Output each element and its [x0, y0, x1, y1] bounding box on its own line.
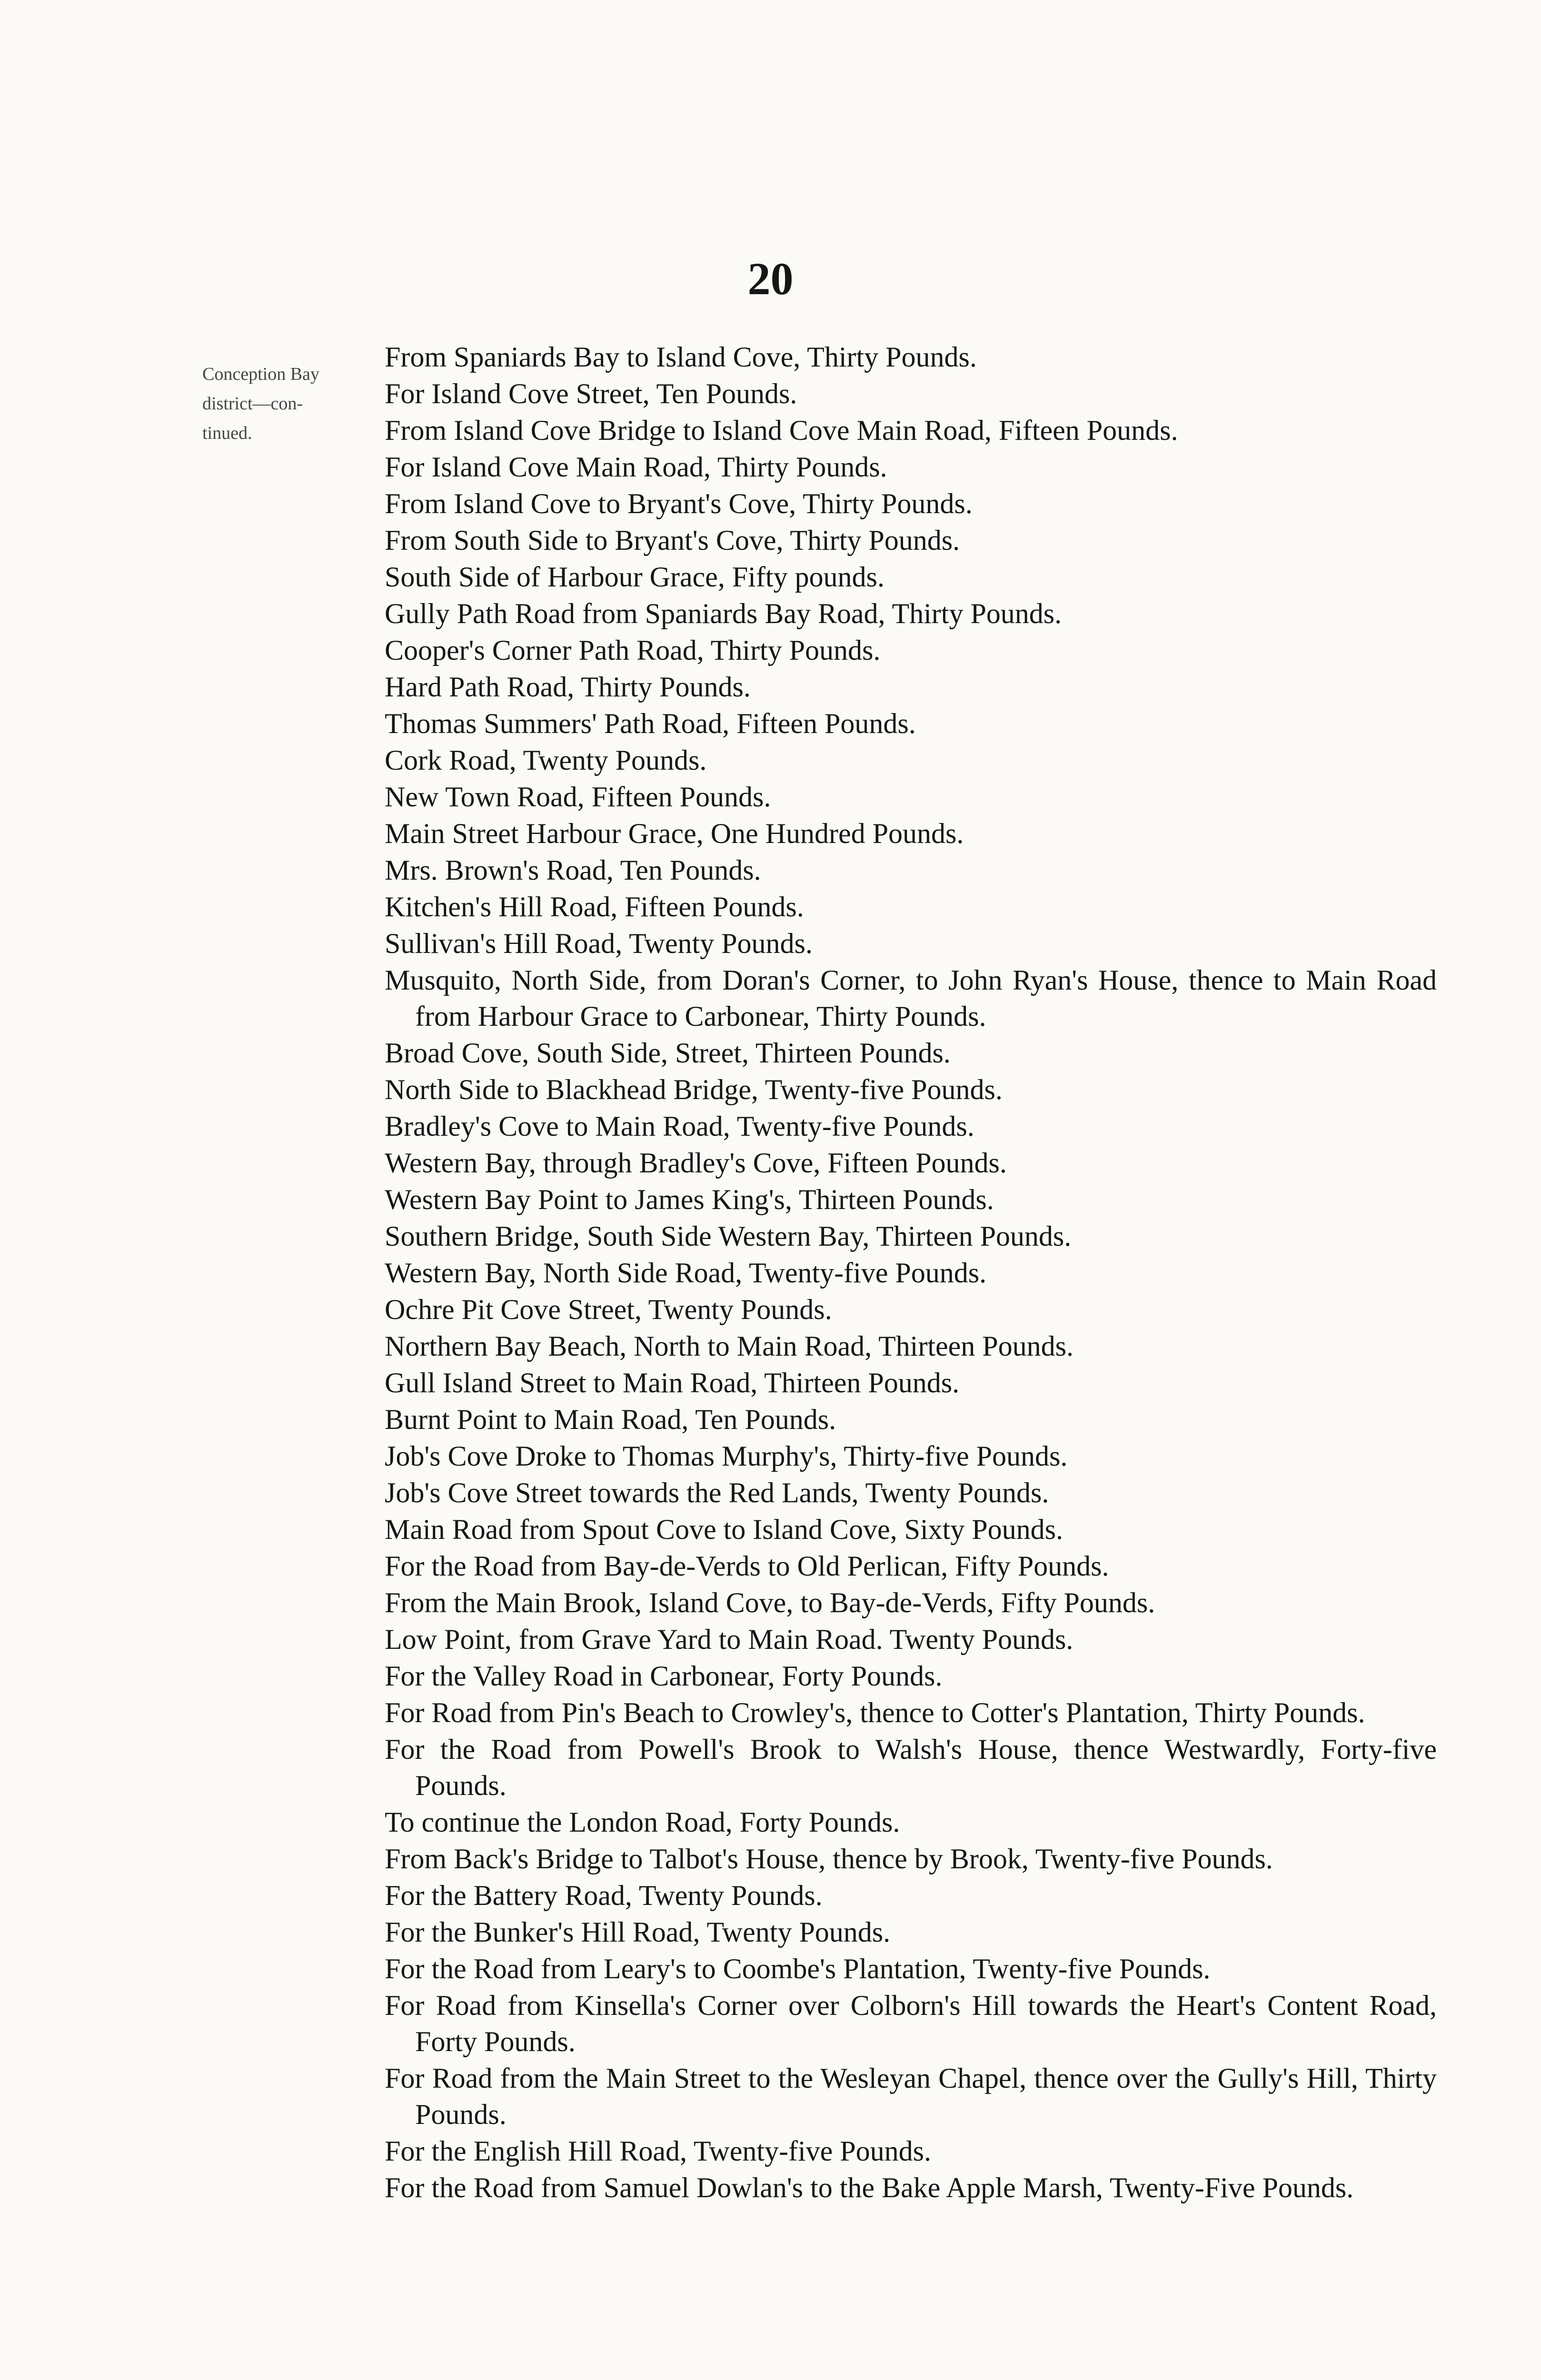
- list-item: Hard Path Road, Thirty Pounds.: [385, 671, 751, 703]
- list-item: From Spaniards Bay to Island Cove, Thirty Pounds.: [385, 341, 977, 373]
- list-item: Low Point, from Grave Yard to Main Road. Twenty Pounds.: [385, 1624, 1074, 1655]
- list-item: Sullivan's Hill Road, Twenty Pounds.: [385, 928, 813, 959]
- list-item: For the Road from Samuel Dowlan's to the Bake Apple Marsh, Twenty-Five Pounds.: [385, 2172, 1354, 2203]
- margin-note-line: tinued.: [202, 423, 252, 443]
- list-item: Kitchen's Hill Road, Fifteen Pounds.: [385, 891, 804, 922]
- list-item: Western Bay, through Bradley's Cove, Fifteen Pounds.: [385, 1147, 1007, 1179]
- list-item: For Road from Kinsella's Corner over Colborn's Hill towards the Heart's Content Road, Forty Pounds.: [385, 1990, 1437, 2057]
- list-item: For the Road from Leary's to Coombe's Plantation, Twenty-five Pounds.: [385, 1953, 1211, 1984]
- road-grant-list: [385, 339, 1437, 2206]
- list-item: Thomas Summers' Path Road, Fifteen Pounds.: [385, 708, 916, 739]
- list-item: Musquito, North Side, from Doran's Corner, to John Ryan's House, thence to Main Road from Harbour Grace to Carbonear, Thirty Pounds.: [385, 964, 1437, 1032]
- margin-note-line: Conception Bay: [202, 364, 319, 384]
- list-item: South Side of Harbour Grace, Fifty pounds.: [385, 561, 885, 593]
- list-item: Job's Cove Street towards the Red Lands, Twenty Pounds.: [385, 1477, 1049, 1508]
- list-item: From Back's Bridge to Talbot's House, thence by Brook, Twenty-five Pounds.: [385, 1843, 1273, 1874]
- list-item: Main Road from Spout Cove to Island Cove, Sixty Pounds.: [385, 1514, 1063, 1545]
- margin-note: [202, 359, 364, 448]
- page-number: 20: [747, 253, 794, 304]
- list-item: Burnt Point to Main Road, Ten Pounds.: [385, 1404, 836, 1435]
- list-item: For the Valley Road in Carbonear, Forty Pounds.: [385, 1660, 943, 1692]
- list-item: Main Street Harbour Grace, One Hundred Pounds.: [385, 818, 964, 849]
- list-item: To continue the London Road, Forty Pounds.: [385, 1806, 900, 1838]
- list-item: Cork Road, Twenty Pounds.: [385, 744, 707, 776]
- list-item: Broad Cove, South Side, Street, Thirteen Pounds.: [385, 1037, 951, 1069]
- list-item: For the Bunker's Hill Road, Twenty Pounds.: [385, 1916, 891, 1948]
- list-item: Western Bay Point to James King's, Thirteen Pounds.: [385, 1184, 994, 1215]
- list-item: Western Bay, North Side Road, Twenty-five Pounds.: [385, 1257, 987, 1289]
- list-item: From Island Cove Bridge to Island Cove Main Road, Fifteen Pounds.: [385, 415, 1178, 446]
- list-item: New Town Road, Fifteen Pounds.: [385, 781, 771, 813]
- list-item: For Island Cove Main Road, Thirty Pounds.: [385, 451, 887, 483]
- list-item: Southern Bridge, South Side Western Bay, Thirteen Pounds.: [385, 1220, 1072, 1252]
- list-item: From South Side to Bryant's Cove, Thirty Pounds.: [385, 525, 960, 556]
- list-item: Ochre Pit Cove Street, Twenty Pounds.: [385, 1294, 832, 1325]
- list-item: Gully Path Road from Spaniards Bay Road, Thirty Pounds.: [385, 598, 1062, 629]
- list-item: For Road from Pin's Beach to Crowley's, thence to Cotter's Plantation, Thirty Pounds.: [385, 1697, 1365, 1728]
- list-item: For the English Hill Road, Twenty-five Pounds.: [385, 2135, 931, 2167]
- list-item: For Road from the Main Street to the Wesleyan Chapel, thence over the Gully's Hill, Thirty Pounds.: [385, 2063, 1437, 2130]
- list-item: For Island Cove Street, Ten Pounds.: [385, 378, 797, 409]
- list-item: Cooper's Corner Path Road, Thirty Pounds.: [385, 635, 881, 666]
- list-item: Gull Island Street to Main Road, Thirteen Pounds.: [385, 1367, 960, 1398]
- list-item: From Island Cove to Bryant's Cove, Thirty Pounds.: [385, 488, 973, 519]
- list-item: For the Battery Road, Twenty Pounds.: [385, 1880, 823, 1911]
- list-item: For the Road from Bay-de-Verds to Old Perlican, Fifty Pounds.: [385, 1550, 1109, 1582]
- list-item: Northern Bay Beach, North to Main Road, Thirteen Pounds.: [385, 1330, 1074, 1362]
- list-item: North Side to Blackhead Bridge, Twenty-five Pounds.: [385, 1074, 1003, 1105]
- list-item: Mrs. Brown's Road, Ten Pounds.: [385, 854, 761, 886]
- margin-note-line: district—con-: [202, 394, 303, 414]
- list-item: For the Road from Powell's Brook to Walsh's House, thence Westwardly, Forty-five Pounds.: [385, 1734, 1437, 1801]
- list-item: Bradley's Cove to Main Road, Twenty-five Pounds.: [385, 1111, 974, 1142]
- list-item: From the Main Brook, Island Cove, to Bay-de-Verds, Fifty Pounds.: [385, 1587, 1155, 1618]
- list-item: Job's Cove Droke to Thomas Murphy's, Thirty-five Pounds.: [385, 1440, 1068, 1472]
